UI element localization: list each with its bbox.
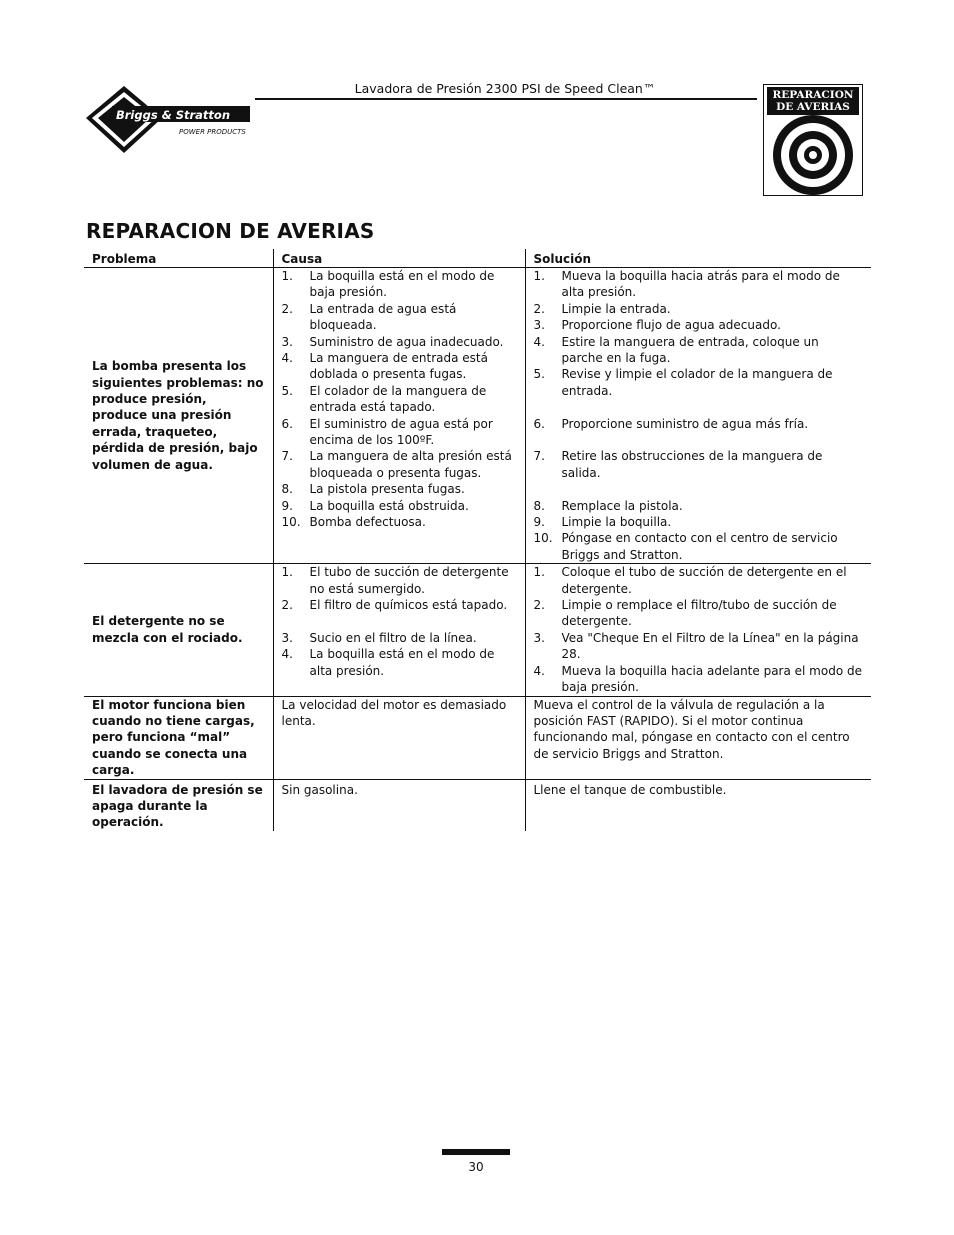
list-item: 4. La boquilla está en el modo de alta presión.: [281, 647, 495, 678]
list-item: 7. La manguera de alta presión está bloqueada o presenta fugas.: [281, 449, 512, 480]
page-number: 30: [468, 1160, 484, 1174]
troubleshooting-table: [84, 249, 871, 831]
list-item: 1. La boquilla está en el modo de baja presión.: [281, 269, 495, 300]
cause-list: [282, 268, 517, 531]
list-item: 2. Limpie o remplace el filtro/tubo de succión de detergente.: [533, 598, 837, 629]
list-item: 7. Retire las obstrucciones de la manguera de salida.: [533, 449, 823, 480]
list-item: 9. La boquilla está obstruida.: [281, 498, 469, 513]
list-item: 2. El filtro de químicos está tapado.: [281, 598, 508, 613]
list-item: 4. Mueva la boquilla hacia adelante para el modo de baja presión.: [533, 663, 862, 695]
list-item: 1. Mueva la boquilla hacia atrás para el modo de alta presión.: [533, 269, 840, 300]
brand-subtitle: POWER PRODUCTS: [179, 128, 246, 136]
header-problem: Problema: [84, 249, 273, 268]
document-title: Lavadora de Presión 2300 PSI de Speed Clean™: [354, 81, 656, 96]
cause-list: [282, 564, 517, 679]
list-item: 6. Proporcione suministro de agua más fría.: [533, 416, 809, 431]
header-solution: Solución: [525, 249, 871, 268]
badge-label: REPARACION DE AVERIAS: [767, 87, 859, 115]
solution-cell: Mueva el control de la válvula de regulación a la posición FAST (RAPIDO). Si el motor continua funcionando mal, póngase en contacto con el centro de servicio Briggs and Stratton.: [525, 696, 871, 779]
brand-name: Briggs & Stratton: [116, 108, 231, 122]
list-item: 3. Proporcione flujo de agua adecuado.: [533, 318, 781, 333]
solution-list: [534, 564, 864, 695]
table-row: [84, 564, 871, 696]
cause-cell: [273, 268, 525, 564]
list-item: 1. El tubo de succión de detergente no está sumergido.: [281, 565, 509, 596]
cause-cell: Sin gasolina.: [273, 779, 525, 831]
brand-logo: [84, 84, 254, 156]
list-item: 5. El colador de la manguera de entrada está tapado.: [281, 383, 487, 415]
problem-cell: La bomba presenta los siguientes problemas: no produce presión, produce una presión errada, traqueteo, pérdida de presión, bajo volumen de agua.: [84, 268, 273, 564]
list-item: 2. La entrada de agua está bloqueada.: [281, 301, 457, 333]
problem-cell: El lavadora de presión se apaga durante la operación.: [92, 782, 263, 830]
list-item: 9. Limpie la boquilla.: [533, 515, 672, 530]
target-icon: [764, 114, 862, 196]
table-row: [84, 696, 871, 779]
cause-cell: [273, 564, 525, 696]
list-item: 3. Suministro de agua inadecuado.: [281, 334, 504, 349]
solution-cell: [525, 564, 871, 696]
list-item: 5. Revise y limpie el colador de la manguera de entrada.: [533, 367, 833, 398]
problem-cell: El detergente no se mezcla con el rociado.: [84, 564, 273, 696]
list-item: 2. Limpie la entrada.: [533, 301, 671, 316]
list-item: 8. La pistola presenta fugas.: [281, 482, 465, 497]
troubleshooting-badge: [763, 84, 863, 196]
solution-cell: [525, 268, 871, 564]
header-rule: [255, 98, 757, 100]
footer-bar: [442, 1149, 510, 1155]
cause-cell: La velocidad del motor es demasiado lenta.: [273, 696, 525, 779]
list-item: 4. La manguera de entrada está doblada o presenta fugas.: [281, 351, 488, 382]
solution-list: [534, 268, 864, 563]
list-item: 3. Vea "Cheque En el Filtro de la Línea" en la página 28.: [533, 630, 859, 662]
problem-cell: El motor funciona bien cuando no tiene cargas, pero funciona “mal” cuando se conecta una carga.: [84, 696, 273, 779]
list-item: 1. Coloque el tubo de succión de detergente en el detergente.: [533, 565, 847, 596]
list-item: 4. Estire la manguera de entrada, coloque un parche en la fuga.: [533, 334, 819, 366]
list-item: 10. Póngase en contacto con el centro de servicio Briggs and Stratton.: [533, 531, 838, 562]
list-item: 6. El suministro de agua está por encima de los 100ºF.: [281, 416, 493, 448]
section-title: REPARACION DE AVERIAS: [86, 219, 375, 243]
table-row: [84, 268, 871, 564]
list-item: 3. Sucio en el filtro de la línea.: [281, 630, 477, 645]
header-cause: Causa: [273, 249, 525, 268]
table-header-row: [84, 249, 871, 268]
list-item: 10. Bomba defectuosa.: [281, 515, 426, 530]
list-item: 8. Remplace la pistola.: [533, 498, 683, 513]
table-row: [84, 779, 871, 831]
solution-cell: Llene el tanque de combustible.: [525, 779, 871, 831]
